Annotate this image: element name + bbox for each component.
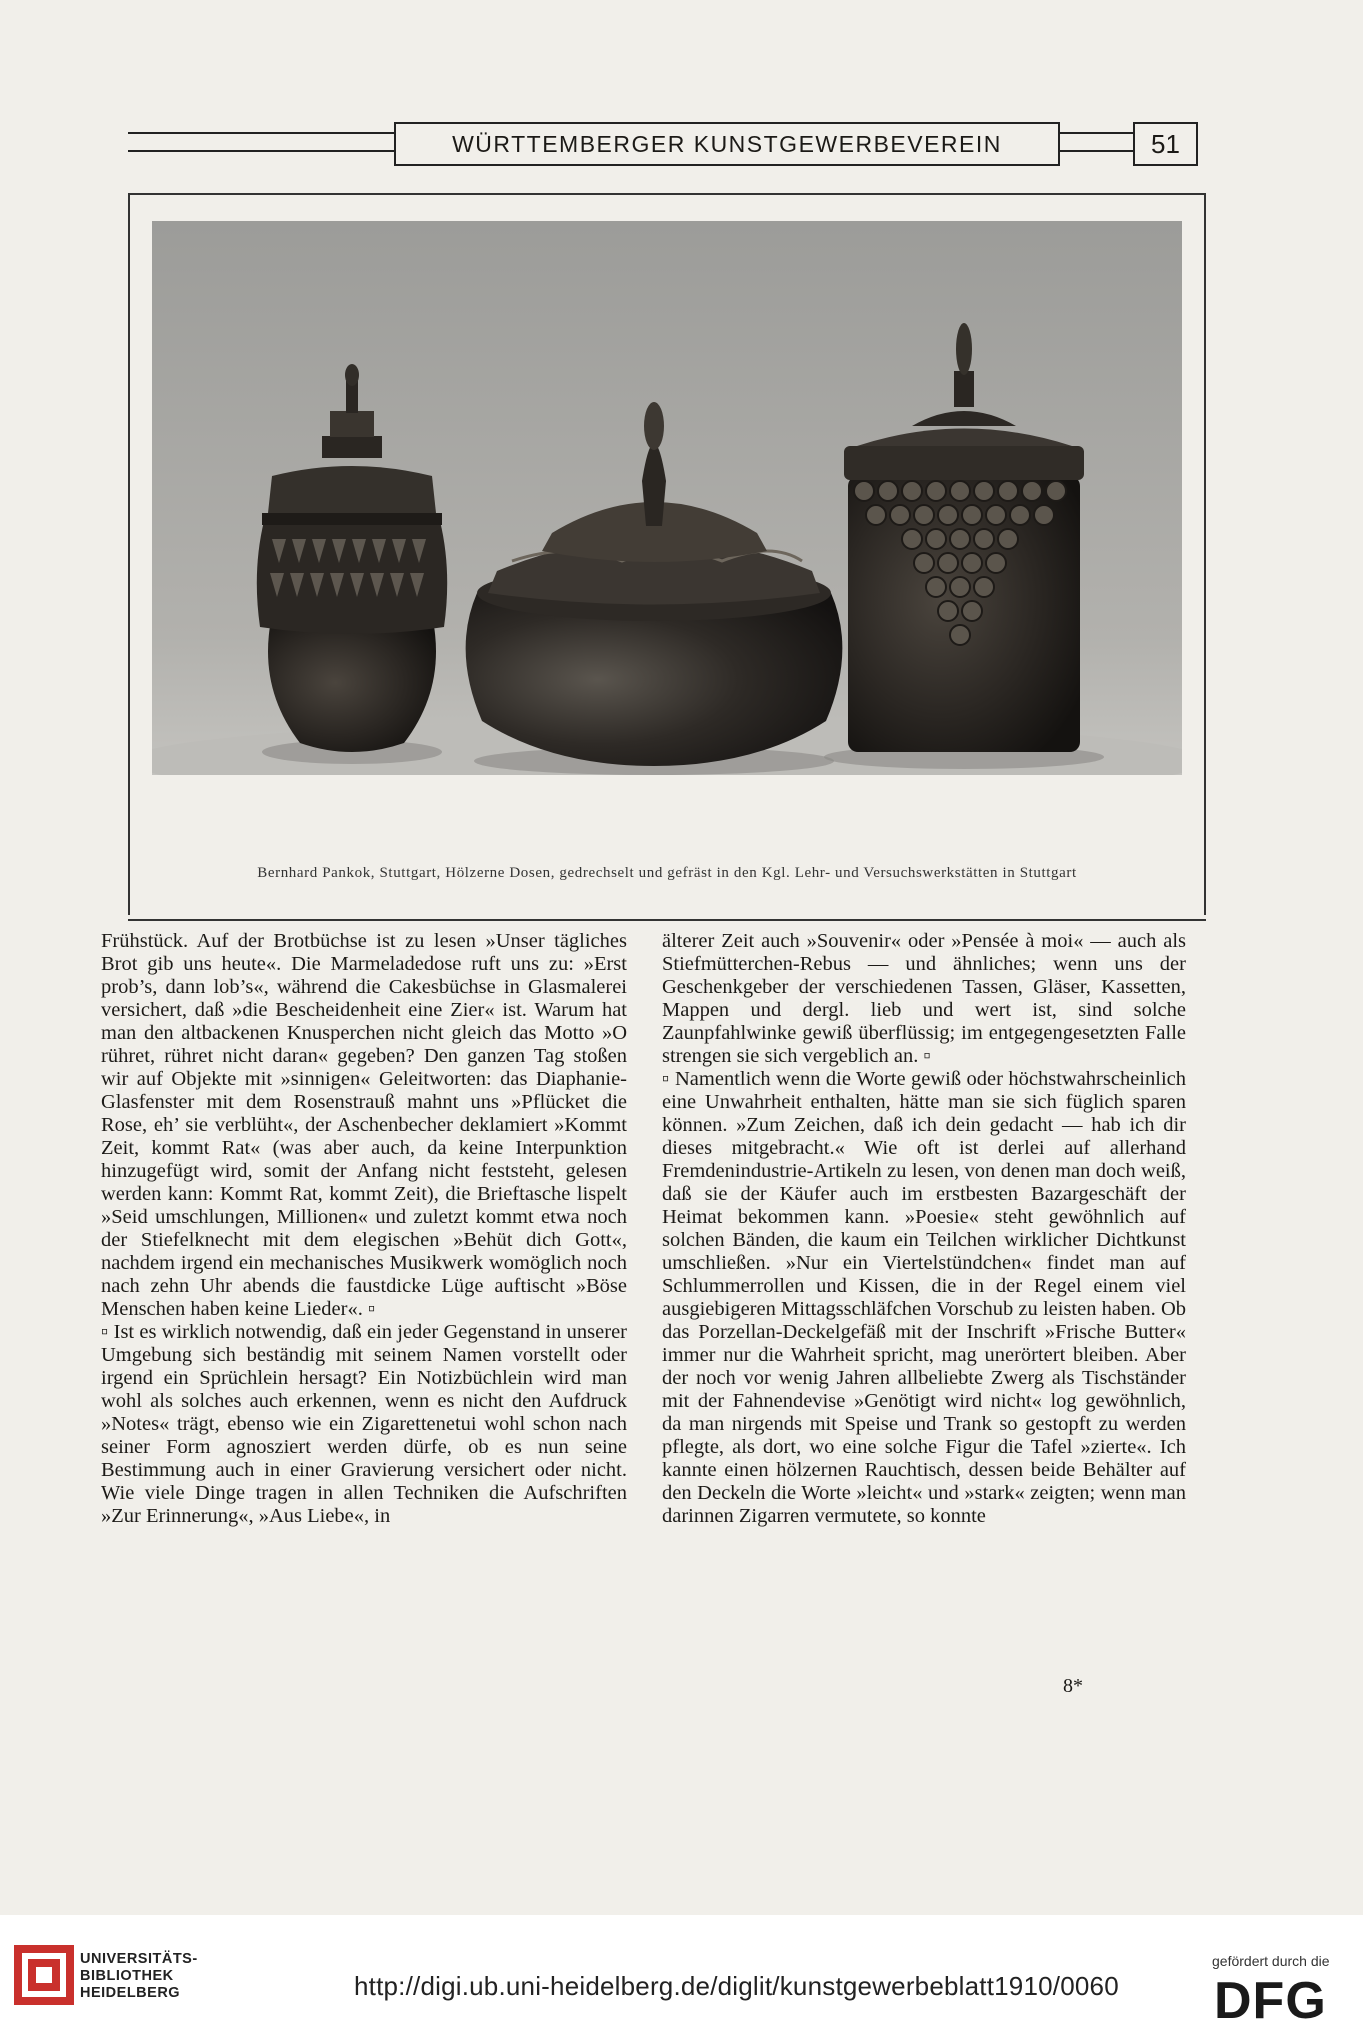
text-column-right — [662, 930, 1186, 1528]
running-header — [128, 122, 1198, 166]
digitization-footer — [0, 1915, 1363, 2039]
university-library-logo-icon — [14, 1945, 74, 2005]
plate-caption: Bernhard Pankok, Stuttgart, Hölzerne Dosen, gedrechselt und gefräst in den Kgl. Lehr- und Versuchswerkstätten in Stuttgart — [257, 865, 1077, 881]
paragraph: ▫ Namentlich wenn die Worte gewiß oder höchstwahrscheinlich eine Unwahrheit enthalten, hätte man sie sich füglich sparen können. »Zum Zeichen, daß ich dein gedacht — hab ich dir dieses mitgebracht.« Wie oft ist derlei auf allerhand Fremdenindustrie-Artikeln zu lesen, von denen man doch weiß, daß sie der Käufer auch im erstbesten Bazargeschäft der Heimat bekommen kann. »Poesie« steht gewöhnlich auf solchen Bänden, die kaum ein Teilchen wirklicher Dichtkunst umschließen. »Nur ein Viertelstündchen« findet man auf Schlummerrollen und Kissen, die in der Regel einem viel ausgiebigeren Mittagsschläfchen Vorschub zu leisten haben. Ob das Porzellan-Deckelgefäß mit der Inschrift »Frische Butter« immer nur die Wahrheit spricht, mag unerörtert bleiben. Aber der noch vor wenig Jahren allbeliebte Zwerg als Tischständer mit der Fahnendevise »Genötigt wird nicht« log gewöhnlich, da man nirgends mit Speise und Trank so gestopft zu werden pflegte, als dort, wo eine solche Figur die Tafel »zierte«. Ich kannte einen hölzernen Rauchtisch, dessen beide Behälter auf den Deckeln die Worte »leicht« und »stark« zeigten; wenn man darinnen Zigarren vermutete, so konnte — [662, 1068, 1186, 1527]
paragraph: Frühstück. Auf der Brotbüchse ist zu lesen »Unser tägliches Brot gib uns heute«. Die Marmeladedose ruft uns zu: »Erst prob’s, dann lob’s«, während die Cakesbüchse in Glasmalerei versichert, daß »die Bescheidenheit eine Zier« ist. Warum hat man den altbackenen Knusperchen nicht gleich das Motto »O rühret, rühret nicht daran« gegeben? Den ganzen Tag stoßen wir auf Objekte mit »sinnigen« Geleitworten: das Diaphanie-Glasfenster mit dem Rosenstrauß mahnt uns »Pflücket die Rose, eh’ sie verblüht«, der Aschenbecher deklamiert »Kommt Zeit, kommt Rat« (was aber auch, da keine Interpunktion hinzugefügt wird, somit der Anfang nicht feststeht, gelesen werden kann: Kommt Rat, kommt Zeit), die Brieftasche lispelt »Seid umschlungen, Millionen« und zuletzt kommt etwa noch der Stiefelknecht mit dem elegischen »Behüt dich Gott«, nachdem irgend ein mechanisches Musikwerk womöglich noch nach zehn Uhr abends die faustdicke Lüge auftischt »Böse Menschen haben keine Lieder«. ▫ — [101, 930, 627, 1320]
journal-title: WÜRTTEMBERGER KUNSTGEWERBEVEREIN — [394, 122, 1060, 166]
photo-plate — [128, 193, 1206, 915]
funding-note: gefördert durch die — [1212, 1953, 1330, 1969]
permalink[interactable]: http://digi.ub.uni-heidelberg.de/diglit/kunstgewerbeblatt1910/0060 — [354, 1971, 1119, 2001]
wooden-boxes-photo — [152, 221, 1182, 775]
library-name: UNIVERSITÄTS- BIBLIOTHEK HEIDELBERG — [80, 1951, 198, 2001]
paragraph: ▫ Ist es wirklich notwendig, daß ein jeder Gegenstand in unserer Umgebung sich beständig mit seinem Namen vorstellt oder irgend ein Sprüchlein hersagt? Ein Notizbüchlein wird man wohl als solches auch erkennen, wenn es nicht den Aufdruck »Notes« trägt, ebenso wie ein Zigarettenetui wohl schon nach seiner Form agnosziert werden dürfe, ob es nun seine Bestimmung auch in einer Gravierung versichert oder nicht. Wie viele Dinge tragen in allen Techniken die Aufschriften »Zur Erinnerung«, »Aus Liebe«, in — [101, 1321, 627, 1527]
page-number: 51 — [1133, 122, 1198, 166]
signature-mark: 8* — [1063, 1675, 1083, 1697]
dfg-logo: DFG — [1214, 1972, 1327, 2030]
paragraph: älterer Zeit auch »Souvenir« oder »Pensée à moi« — auch als Stiefmütterchen-Rebus — und ähnliches; wenn uns der Geschenkgeber der verschiedenen Tassen, Gläser, Kassetten, Mappen und dergl. lieb und wert ist, sind solche Zaunpfahlwinke gewiß überflüssig; im entgegengesetzten Falle strengen sie sich vergeblich an. ▫ — [662, 930, 1186, 1067]
text-column-left — [101, 930, 627, 1528]
